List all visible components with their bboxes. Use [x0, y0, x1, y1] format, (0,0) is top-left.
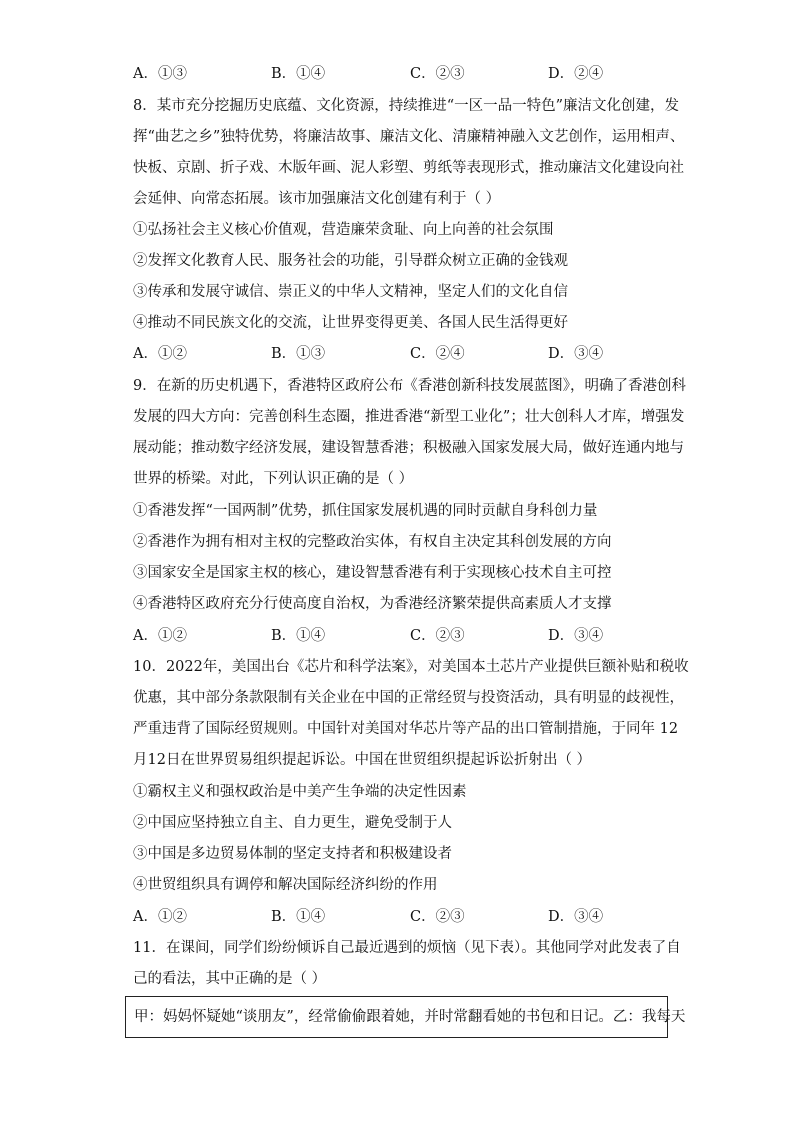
- q10-stem-line-2: 优惠，其中部分条款限制有关企业在中国的正常经贸与投资活动，具有明显的歧视性，: [133, 690, 684, 706]
- q10-options: [133, 907, 673, 927]
- q8-item-1: ①弘扬社会主义核心价值观，营造廉荣贪耻、向上向善的社会氛围: [133, 222, 554, 238]
- q9-stem-line-4: 世界的桥梁。对此，下列认识正确的是（ ）: [133, 471, 414, 487]
- q7-option-c: C．②③: [410, 66, 465, 82]
- q10-option-a: A．①②: [133, 909, 187, 925]
- q10-stem-line-3: 严重违背了国际经贸规则。中国针对美国对华芯片等产品的出口管制措施，于同年 12: [133, 721, 679, 737]
- q11-stem-line-1: 11．在课间，同学们纷纷倾诉自己最近遇到的烦恼（见下表）。其他同学对此发表了自: [133, 940, 681, 956]
- q7-option-d: D．②④: [548, 66, 604, 82]
- q7-option-a: A．①③: [133, 66, 187, 82]
- q8-option-a: A．①②: [133, 346, 187, 362]
- q8-item-4: ④推动不同民族文化的交流，让世界变得更美、各国人民生活得更好: [133, 315, 568, 331]
- q10-item-3: ③中国是多边贸易体制的坚定支持者和积极建设者: [133, 846, 452, 862]
- q10-option-d: D．③④: [548, 909, 604, 925]
- q9-item-4: ④香港特区政府充分行使高度自治权，为香港经济繁荣提供高素质人才支撑: [133, 596, 612, 612]
- q9-option-d: D．③④: [548, 628, 604, 644]
- q10-item-4: ④世贸组织具有调停和解决国际经济纠纷的作用: [133, 877, 438, 893]
- q7-options: [133, 64, 673, 84]
- q8-option-d: D．③④: [548, 346, 604, 362]
- q9-options: [133, 626, 673, 646]
- q9-stem-line-1: 9．在新的历史机遇下，香港特区政府公布《香港创新科技发展蓝图》，明确了香港创科: [133, 378, 686, 394]
- q9-option-c: C．②③: [410, 628, 465, 644]
- q9-stem-line-3: 展动能；推动数字经济发展，建设智慧香港；积极融入国家发展大局，做好连通内地与: [133, 440, 684, 456]
- q8-stem-line-1: 8．某市充分挖掘历史底蕴、文化资源，持续推进“一区一品一特色”廉洁文化创建，发: [133, 98, 680, 114]
- q7-option-b: B．①④: [271, 66, 326, 82]
- q8-stem-line-4: 会延伸、向常态拓展。该市加强廉洁文化创建有利于（ ）: [133, 191, 501, 207]
- q10-option-c: C．②③: [410, 909, 465, 925]
- q9-option-a: A．①②: [133, 628, 187, 644]
- q8-option-b: B．①③: [271, 346, 326, 362]
- q8-options: [133, 344, 673, 364]
- q11-stem-line-2: 己的看法，其中正确的是（ ）: [133, 971, 327, 987]
- q8-option-c: C．②④: [410, 346, 465, 362]
- q9-option-b: B．①④: [271, 628, 326, 644]
- q9-item-1: ①香港发挥“一国两制”优势，抓住国家发展机遇的同时贡献自身科创力量: [133, 503, 598, 519]
- q9-item-3: ③国家安全是国家主权的核心，建设智慧香港有利于实现核心技术自主可控: [133, 565, 612, 581]
- q9-stem-line-2: 发展的四大方向：完善创科生态圈，推进香港“新型工业化”；壮大创科人才库，增强发: [133, 409, 685, 425]
- q10-item-2: ②中国应坚持独立自主、自力更生，避免受制于人: [133, 815, 452, 831]
- q8-item-3: ③传承和发展守诚信、崇正义的中华人文精神，坚定人们的文化自信: [133, 284, 568, 300]
- q8-item-2: ②发挥文化教育人民、服务社会的功能，引导群众树立正确的金钱观: [133, 253, 568, 269]
- q10-stem-line-1: 10．2022年，美国出台《芯片和科学法案》，对美国本土芯片产业提供巨额补贴和税收: [133, 659, 689, 675]
- q9-item-2: ②香港作为拥有相对主权的完整政治实体，有权自主决定其科创发展的方向: [133, 534, 612, 550]
- q11-table-cell: 甲：妈妈怀疑她“谈朋友”，经常偷偷跟着她，并时常翻看她的书包和日记。乙：我每天: [134, 1009, 686, 1025]
- q10-option-b: B．①④: [271, 909, 326, 925]
- q10-item-1: ①霸权主义和强权政治是中美产生争端的决定性因素: [133, 784, 467, 800]
- q8-stem-line-3: 快板、京剧、折子戏、木版年画、泥人彩塑、剪纸等表现形式，推动廉洁文化建设向社: [133, 160, 684, 176]
- q11-table: [125, 996, 686, 1038]
- q10-stem-line-4: 月12日在世界贸易组织提起诉讼。中国在世贸组织提起诉讼折射出（ ）: [133, 752, 592, 768]
- q8-stem-line-2: 挥“曲艺之乡”独特优势，将廉洁故事、廉洁文化、清廉精神融入文艺创作，运用相声、: [133, 129, 685, 145]
